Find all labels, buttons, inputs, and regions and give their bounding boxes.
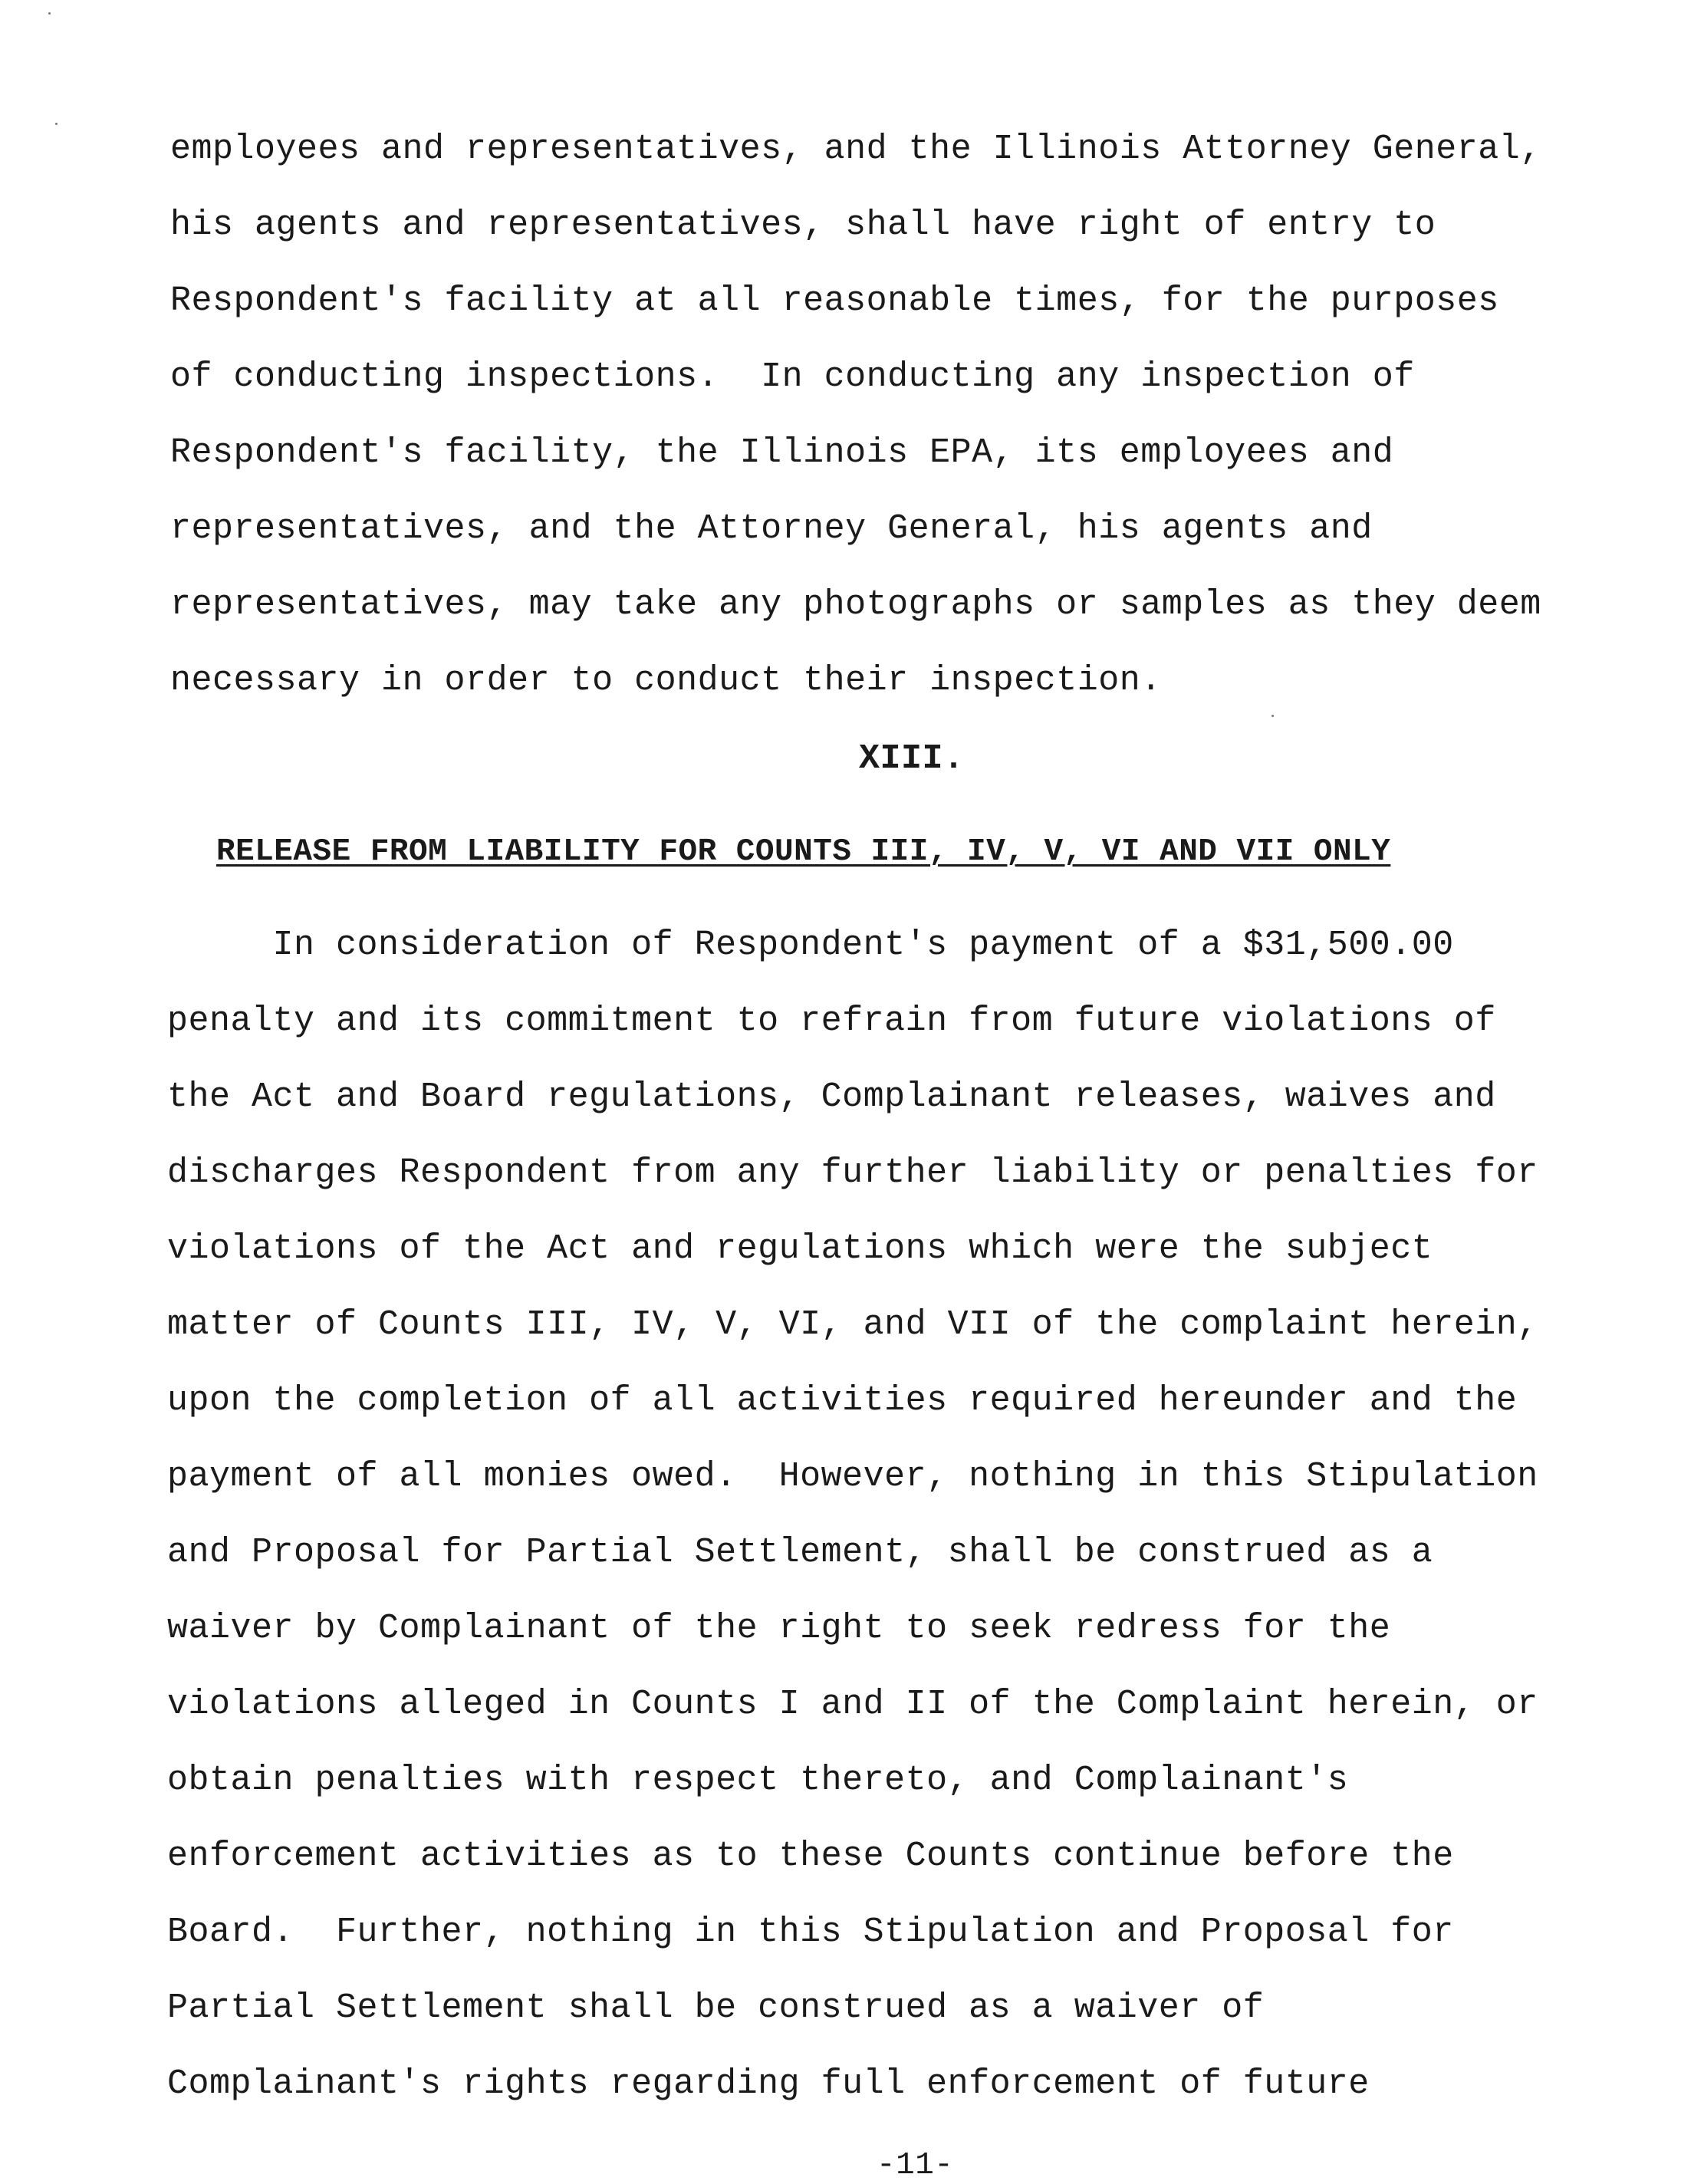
paragraph-line: Respondent's facility at all reasonable times, for the purposes (170, 281, 1499, 321)
paragraph-line: discharges Respondent from any further liability or penalties for (167, 1153, 1538, 1192)
paragraph-line: waiver by Complainant of the right to seek redress for the (167, 1609, 1391, 1648)
section-heading: RELEASE FROM LIABILITY FOR COUNTS III, IV, V, VI AND VII ONLY (216, 834, 1391, 870)
paragraph-line: violations of the Act and regulations which were the subject (167, 1229, 1433, 1268)
paragraph-line: matter of Counts III, IV, V, VI, and VII of the complaint herein, (167, 1305, 1538, 1344)
paragraph-line: violations alleged in Counts I and II of the Complaint herein, or (167, 1685, 1538, 1724)
paragraph-line: Partial Settlement shall be construed as a waiver of (167, 1988, 1265, 2028)
paragraph-line: payment of all monies owed. However, nothing in this Stipulation (167, 1457, 1538, 1496)
paragraph-line: Board. Further, nothing in this Stipulation and Proposal for (167, 1913, 1454, 1952)
paragraph-line: enforcement activities as to these Counts continue before the (167, 1837, 1454, 1876)
paragraph-line: necessary in order to conduct their inspection. (170, 661, 1162, 700)
paragraph-line: upon the completion of all activities required hereunder and the (167, 1381, 1518, 1420)
paragraph-line: representatives, and the Attorney General, his agents and (170, 509, 1373, 548)
paragraph-line: Respondent's facility, the Illinois EPA, its employees and (170, 433, 1394, 472)
paragraph-line: In consideration of Respondent's payment of a $31,500.00 (167, 926, 1454, 965)
scan-speck (48, 12, 51, 15)
paragraph-line: Complainant's rights regarding full enforcement of future (167, 2064, 1370, 2103)
paragraph-line: and Proposal for Partial Settlement, shall be construed as a (167, 1533, 1433, 1572)
paragraph-line: the Act and Board regulations, Complainant releases, waives and (167, 1077, 1496, 1117)
page-number: -11- (877, 2148, 954, 2183)
section-number: XIII. (859, 739, 965, 778)
scan-speck (55, 123, 58, 125)
scan-speck (1271, 715, 1274, 717)
paragraph-line: obtain penalties with respect thereto, and Complainant's (167, 1761, 1349, 1800)
paragraph-line: of conducting inspections. In conducting any inspection of (170, 357, 1415, 396)
paragraph-line: penalty and its commitment to refrain from future violations of (167, 1002, 1496, 1041)
paragraph-line: representatives, may take any photographs or samples as they deem (170, 585, 1541, 624)
paragraph-line: employees and representatives, and the Illinois Attorney General, (170, 130, 1541, 169)
paragraph-line: his agents and representatives, shall have right of entry to (170, 206, 1436, 245)
